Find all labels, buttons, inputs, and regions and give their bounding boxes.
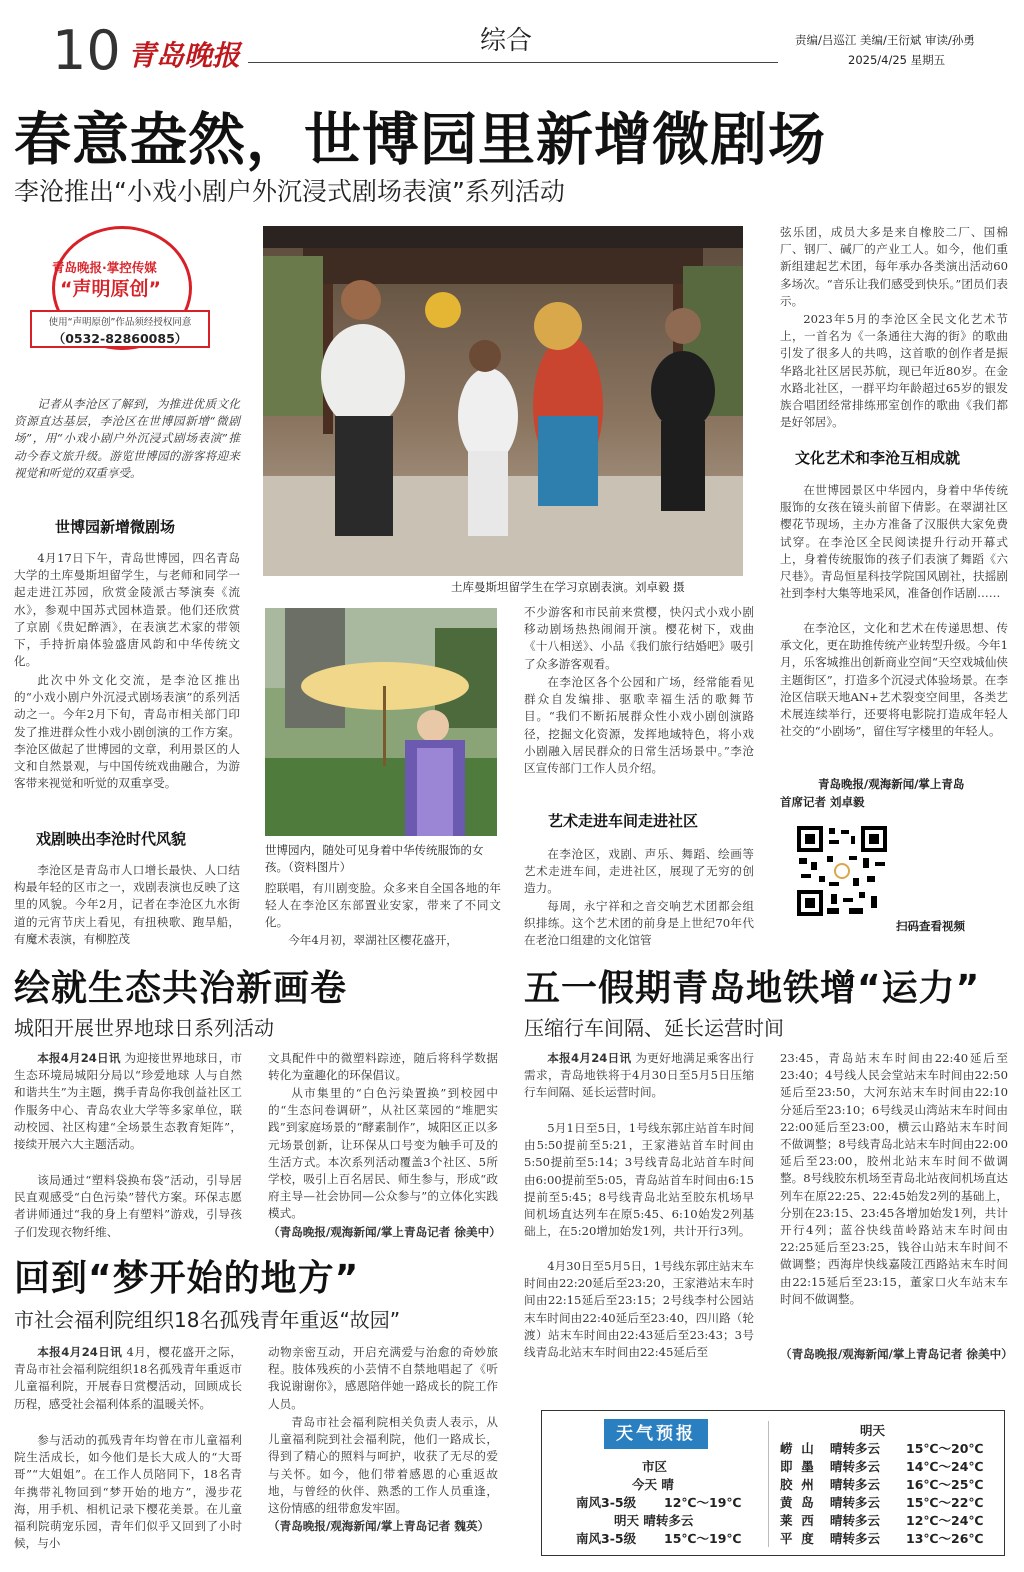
article1-col2-para1: 腔联唱，有川剧变脸。众多来自全国各地的年轻人在李沧区东部置业安家，带来了不同文化。 — [265, 881, 501, 930]
stamp-phone: （0532-82860085） — [52, 331, 188, 346]
article1-col4-para1: 弦乐团，成员大多是来自橡胶二厂、国棉厂、钢厂、碱厂的产业工人。如今，他们重新组建起艺术团，每年承办各类演出活动60多场次。“音乐让我们感受到快乐。”团员们表示。 — [780, 225, 1008, 308]
photo-students-opera — [263, 226, 743, 576]
editor-credits: 责编/吕巡江 美编/王衍斌 审读/孙勇 — [795, 33, 975, 47]
article1-reporter: 首席记者 刘卓毅 — [780, 795, 865, 809]
stamp-line1: 青岛晚报·掌控传媒 — [52, 260, 157, 275]
photo2-caption: 世博园内，随处可见身着中华传统服饰的女孩。（资料图片） — [265, 843, 484, 874]
article4-dateline: 本报4月24日讯 — [547, 1051, 632, 1065]
photo1-caption: 土库曼斯坦留学生在学习京剧表演。刘卓毅 摄 — [451, 580, 685, 594]
article1-section4-para2: 在李沧区，文化和艺术在传递思想、传承文化，更在助推传统产业转型升级。今年1月，乐客城推出创新商业空间“天空戏城仙侠主题街区”，打造多个沉浸式体验场景。在李沧区信联天地AN+艺术裂变空间里，各类艺术展连续举行，还要将电影院打造成年轻人社交的“小剧场”，留住写字楼里的年轻人。 — [780, 621, 1008, 739]
article1-section4-para1: 在世博园景区中华园内，身着中华传统服饰的女孩在镜头前留下倩影。在翠湖社区樱花节现场，主办方准备了汉服供大家免费试穿。在李沧区全民阅读提升行动开幕式上，身着传统服饰的孩子们表演了舞蹈《六尺巷》。青岛恒星科技学院国风剧社，扶摇剧社到李村大集等地采风，准备创作话剧…… — [780, 483, 1008, 601]
district-name: 平 度 — [780, 1531, 814, 1546]
original-stamp — [30, 226, 210, 350]
weather-district-row — [780, 1439, 1000, 1457]
stamp-line2: “声明原创” — [60, 278, 161, 300]
district-cond: 晴转多云 — [830, 1441, 881, 1456]
district-cond: 晴转多云 — [830, 1513, 881, 1528]
district-temp: 13℃～26℃ — [906, 1531, 984, 1546]
article1-col2-para2: 今年4月初，翠湖社区樱花盛开， — [288, 933, 458, 947]
article2-col2-para1: 文具配件中的微塑料踪迹，随后将科学数据转化为童趣化的环保倡议。 — [268, 1051, 498, 1083]
paper-name: 青岛晚报 — [128, 39, 241, 72]
article4-para2: 5月1日至5日，1号线东郭庄站首车时间由5:50提前至5:21，王家港站首车时间由5:50提前至5:14；3号线青岛北站首车时间由6:00提前至5:05，青岛站首车时间由6:15提前至5:45；8号线青岛北站至胶东机场早间机场直达列车在原5:45、6:10始发2列基础上，在5:20增加始发1列，共计开行3列。 — [524, 1121, 754, 1239]
article1-col3-para2: 在李沧区各个公园和广场，经常能看见群众自发编排、驱歌幸福生活的歌舞节目。“我们不断拓展群众性小戏小剧创演路径，挖掘文化资源，发挥地域特色，将小戏小剧融入居民群众的日常生活场景中。”李沧区宣传部门工作人员介绍。 — [524, 675, 754, 776]
district-name: 莱 西 — [780, 1513, 814, 1528]
photo-girl-traditional — [265, 608, 497, 836]
qr-label: 扫码查看视频 — [896, 919, 965, 933]
district-cond: 晴转多云 — [830, 1477, 881, 1492]
article3-col2-para1: 动物亲密互动，开启充满爱与治愈的奇妙旅程。肢体残疾的小芸情不自禁地唱起了《听我说谢谢你》，感恩陪伴她一路成长的院工作人员。 — [268, 1345, 498, 1411]
article2-col2-para2: 从市集里的“白色污染置换”到校园中的“生态问卷调研”，从社区菜园的“堆肥实践”到家庭场景的“酵素制作”，城阳区正以多元场景创新，让环保从口号变为触手可及的生活方式。本次系列活动覆盖3个社区、5所学校，吸引上百名居民、师生参与，形成“政府主导—社会协同—公众参与”的立体化实践模式。 — [268, 1086, 498, 1221]
article2-dateline: 本报4月24日讯 — [37, 1051, 121, 1065]
weather-today-wind: 南风3-5级 — [576, 1495, 637, 1510]
district-cond: 晴转多云 — [830, 1531, 881, 1546]
article1-section2-para: 李沧区是青岛市人口增长最快、人口结构最年轻的区市之一，戏剧表演也反映了这里的风貌。今年2月，记者在李沧区九水街道的元宵节庆上看见，有扭秧歌、跑旱船，有魔术表演，有柳腔茂 — [14, 863, 240, 946]
section-title: 综合 — [480, 26, 533, 56]
article4-col2-para: 23:45，青岛站末车时间由22:40延后至23:40；4号线人民会堂站末车时间由22:50延后至23:50，大河东站末车时间由22:10分延后至23:10；6号线灵山湾站末车时间由22:00延后至23:00，横云山路站末车时间不做调整；8号线青岛北站末车时间由22:00延后至23:00，胶州北站末车时间不做调整。8号线胶东机场至青岛北站夜间机场直达列车在原22:25、22:45始发2列的基础上，分别在23:15、23:45各增加始发1列，共计开行4列；蓝谷快线苗岭路站末车时间由22:25延后至23:25，钱谷山站末车时间不做调整；西海岸快线嘉陵江西路站末车时间由22:15延后至23:15，董家口火车站末车时间不做调整。 — [780, 1051, 1008, 1306]
weather-tomorrow-temp: 15℃～19℃ — [664, 1531, 742, 1546]
weather-title: 天气预报 — [604, 1419, 708, 1449]
page-number: 10 — [52, 19, 121, 82]
article2-para1-text: 为迎接世界地球日，市生态环境局城阳分局以“珍爱地球 人与自然和谐共生”为主题，携手青岛你我创益社区工作服务中心、青岛农业大学等多家单位，联动校园、社区构建“全场景生态教育矩阵”，接续开展六大主题活动。 — [14, 1051, 242, 1152]
weather-district-row — [780, 1511, 1000, 1529]
weather-today: 今天 晴 — [632, 1477, 674, 1492]
weather-tomorrow: 明天 晴转多云 — [614, 1513, 694, 1528]
article1-title: 春意盎然，世博园里新增微剧场 — [14, 107, 826, 173]
article2-title: 绘就生态共治新画卷 — [14, 968, 348, 1009]
article3-subtitle: 市社会福利院组织18名孤残青年重返“故园” — [14, 1308, 401, 1332]
article2-para2: 该局通过“塑料袋换布袋”活动，引导居民直观感受“白色污染”替代方案。环保志愿者讲师通过“我的身上有塑料”游戏，引导孩子们发现衣物纤维、 — [14, 1173, 242, 1239]
article1-col4-para2: 2023年5月的李沧区全民文化艺术节上，一首名为《一条通往大海的街》的歌曲引发了很多人的共鸣，这首歌的创作者是振华路北社区居民苏航，现已年近80岁。在金水路北社区，一群平均年龄超过65岁的银发族合唱团经常排练邢室创作的歌曲《我们都是好邻居》。 — [780, 312, 1008, 430]
article2-para1 — [14, 1050, 242, 1153]
article4-para1 — [524, 1050, 754, 1102]
article1-lead: 记者从李沧区了解到，为推进优质文化资源直达基层，李沧区在世博园新增“微剧场”，用“小戏小剧户外沉浸式剧场表演”推动今春文旅升级。游览世博园的游客将迎来视觉和听觉的双重享受。 — [14, 397, 240, 480]
article1-section3-para2: 每周，永宁祥和之音交响艺术团都会组织排练。这个艺术团的前身是上世纪70年代在老沧口组建的文化馆管 — [524, 899, 754, 948]
weather-district-row — [780, 1457, 1000, 1475]
weather-right-header: 明天 — [860, 1423, 886, 1438]
weather-district-row — [780, 1529, 1000, 1547]
district-temp: 12℃～24℃ — [906, 1513, 984, 1528]
district-temp: 15℃～20℃ — [906, 1441, 984, 1456]
weather-city: 市区 — [642, 1459, 668, 1474]
weather-today-temp: 12℃～19℃ — [664, 1495, 742, 1510]
qr-code[interactable] — [797, 826, 887, 916]
article2-subtitle: 城阳开展世界地球日系列活动 — [14, 1016, 274, 1040]
article4-para1-text: 为更好地满足乘客出行需求，青岛地铁将于4月30日至5月5日压缩行车间隔、延长运营时间。 — [524, 1051, 754, 1100]
district-temp: 15℃～22℃ — [906, 1495, 984, 1510]
article1-section4-title: 文化艺术和李沧互相成就 — [795, 449, 961, 467]
article1-subtitle: 李沧推出“小戏小剧户外沉浸式剧场表演”系列活动 — [14, 177, 565, 206]
article1-section2-title: 戏剧映出李沧时代风貌 — [36, 830, 187, 848]
article3-para2: 参与活动的孤残青年均曾在市儿童福利院生活成长，如今他们是长大成人的“大哥哥”“大姐姐”。在工作人员陪同下，18名青年携带礼物回到“梦开始的地方”，漫步花海，用手机、相机记录下樱花美景。在儿童福利院萌宠乐园，青年们似乎又回到了小时候，与小 — [14, 1433, 242, 1551]
article3-dateline: 本报4月24日讯 — [37, 1345, 123, 1359]
article4-subtitle: 压缩行车间隔、延长运营时间 — [524, 1016, 784, 1040]
article4-para3: 4月30日至5月5日，1号线东郭庄站末车时间由22:20延后至23:20，王家港站末车时间由22:15延后至23:15；2号线李村公园站末车时间由22:40延后至23:40，四川路（轮渡）站末车时间由22:43延后至23:43；3号线青岛北站末车时间由22:45延后至 — [524, 1259, 754, 1360]
article1-section3-title: 艺术走进车间走进社区 — [548, 812, 699, 830]
article1-col3-para1: 不少游客和市民前来赏樱，快闪式小戏小剧移动剧场热热闹闹开演。樱花树下，戏曲《十八相送》、小品《我们旅行结婚吧》吸引了众多游客观看。 — [524, 605, 754, 671]
weather-district-row — [780, 1475, 1000, 1493]
article1-section1-para2: 此次中外文化交流，是李沧区推出的“小戏小剧户外沉浸式剧场表演”的系列活动之一。今年2月下旬，青岛市相关部门印发了推进群众性小戏小剧创演的工作方案。李沧区做起了世博园的文章，利用景区的人文和自然景观，与中国传统戏曲融合，为游客带来视觉和听觉的双重享受。 — [14, 673, 240, 791]
district-name: 即 墨 — [780, 1459, 814, 1474]
article1-section1-para1: 4月17日下午，青岛世博园，四名青岛大学的土库曼斯坦留学生，与老师和同学一起走进江苏园，欣赏金陵派古琴演奏《流水》，参观中国苏式园林造景。他们还欣赏了京剧《贵妃醉酒》，在表演艺术家的带领下，手持折扇体验盛唐风韵和中华传统文化。 — [14, 551, 240, 669]
article4-credit: （青岛晚报/观海新闻/掌上青岛记者 徐美中） — [780, 1347, 1013, 1361]
article3-para1 — [14, 1344, 242, 1413]
weather-divider — [768, 1421, 769, 1547]
stamp-line3: 使用“声明原创”作品须经授权同意 — [48, 317, 192, 328]
weather-box — [541, 1410, 1005, 1556]
article4-title: 五一假期青岛地铁增“运力” — [524, 968, 981, 1009]
district-cond: 晴转多云 — [830, 1495, 881, 1510]
article3-col2-para2: 青岛市社会福利院相关负责人表示，从儿童福利院到社会福利院，他们一路成长，得到了精心的照料与呵护，收获了无尽的爱与关怀。如今，他们带着感恩的心重返故地，与曾经的伙伴、熟悉的工作人员重逢，这份情感的纽带愈发牢固。 — [268, 1415, 498, 1516]
district-cond: 晴转多云 — [830, 1459, 881, 1474]
district-temp: 16℃～25℃ — [906, 1477, 984, 1492]
district-name: 胶 州 — [780, 1477, 814, 1492]
district-temp: 14℃～24℃ — [906, 1459, 984, 1474]
article3-para1-text: 4月，樱花盛开之际，青岛市社会福利院组织18名孤残青年重返市儿童福利院，开展春日赏樱活动，回顾成长历程，感受社会福利体系的温暖关怀。 — [14, 1345, 243, 1411]
article3-credit: （青岛晚报/观海新闻/掌上青岛记者 魏英） — [268, 1519, 490, 1533]
weather-tomorrow-wind: 南风3-5级 — [576, 1531, 637, 1546]
header-rule — [248, 62, 778, 63]
weather-district-row — [780, 1493, 1000, 1511]
article1-credit: 青岛晚报/观海新闻/掌上青岛 — [818, 777, 965, 791]
article2-credit: （青岛晚报/观海新闻/掌上青岛记者 徐美中） — [268, 1225, 501, 1239]
issue-date: 2025/4/25 星期五 — [848, 53, 946, 67]
article1-section1-title: 世博园新增微剧场 — [55, 518, 176, 536]
article3-title: 回到“梦开始的地方” — [14, 1258, 360, 1299]
district-name: 崂 山 — [780, 1441, 814, 1456]
stamp-box — [30, 310, 210, 348]
article1-section3-para1: 在李沧区，戏剧、声乐、舞蹈、绘画等艺术走进车间，走进社区，展现了无穷的创造力。 — [524, 847, 754, 896]
weather-district-list — [780, 1439, 1000, 1547]
district-name: 黄 岛 — [780, 1495, 814, 1510]
